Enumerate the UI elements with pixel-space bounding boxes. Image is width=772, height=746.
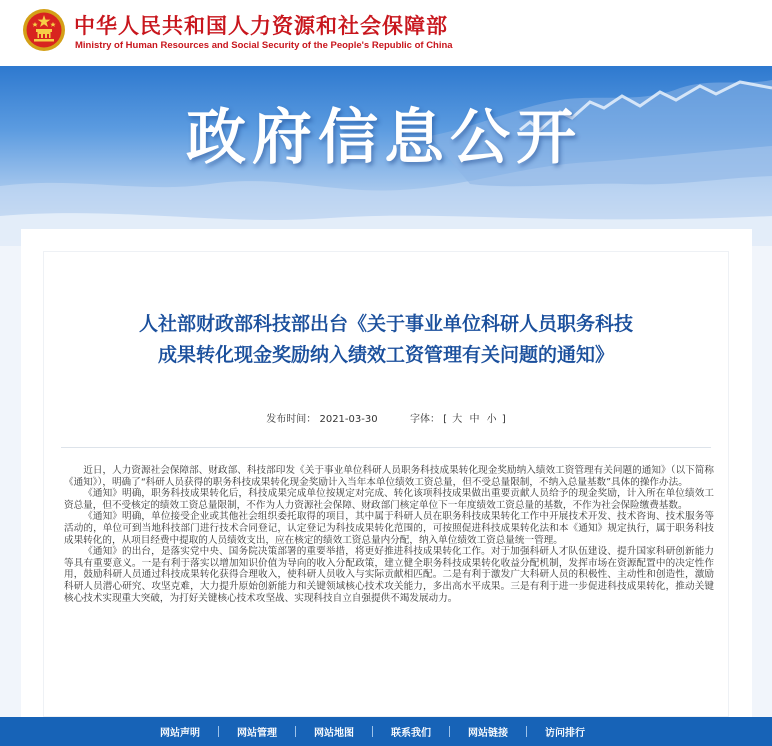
footer-links xyxy=(160,717,585,746)
site-header xyxy=(0,0,772,66)
footer-link-sitemap[interactable]: 网站地图 xyxy=(314,728,354,739)
ministry-name-en: Ministry of Human Resources and Social Security of the People's Republic of China xyxy=(75,40,453,51)
font-size-large-button[interactable]: 大 xyxy=(452,414,463,425)
article-paragraph: 《通知》的出台，是落实党中央、国务院决策部署的重要举措，将更好推进科技成果转化工作。对于加强科研人才队伍建设、提升国家科研创新能力等具有重要意义。一是有利于落实以增加知识价值为导向的收入分配政策，建立健全职务科技成果转化收益分配机制，发挥市场在资源配置中的决定性作用，鼓励科研人员通过科技成果转化获得合理收入，使科研人员收入与实际贡献相匹配。二是有利于激发广大科研人员的积极性、主动性和创造性，激励科研人员潜心研究、攻坚克难，大力提升原始创新能力和关键领域核心技术攻关能力，多出高水平成果。三是有利于进一步促进科技成果转化，推动关键核心技术实现重大突破，为打好关键核心技术攻坚战、实现科技自立自强提供不竭发展动力。 xyxy=(64,546,714,604)
footer-separator xyxy=(449,726,450,737)
font-size-small-button[interactable]: 小 xyxy=(486,414,497,425)
article-title-line-2: 成果转化现金奖励纳入绩效工资管理有关问题的通知》 xyxy=(157,344,614,366)
publish-date: 2021-03-30 xyxy=(319,414,378,425)
article-paragraph: 《通知》明确，单位接受企业或其他社会组织委托取得的项目，其中属于科研人员在职务科技成果转化工作中开展技术开发、技术咨询、技术服务等活动的，单位可到当地科技部门进行技术合同登记，认定登记为科技成果转化范围的，可按照促进科技成果转化法和本《通知》规定执行，属于职务科技成果转化的，从项目经费中提取的人员绩效支出，应在核定的绩效工资总量内分配，纳入单位绩效工资总量统一管理。 xyxy=(64,511,714,546)
meta-divider xyxy=(61,447,711,448)
footer-link-statement[interactable]: 网站声明 xyxy=(160,728,200,739)
footer-separator xyxy=(218,726,219,737)
font-size-label: 字体： xyxy=(409,414,440,425)
banner xyxy=(0,66,772,246)
footer-separator xyxy=(526,726,527,737)
site-footer xyxy=(0,717,772,746)
article-title xyxy=(43,309,729,371)
publish-label: 发布时间： xyxy=(266,414,317,425)
article-paragraph: 近日，人力资源社会保障部、财政部、科技部印发《关于事业单位科研人员职务科技成果转化现金奖励纳入绩效工资管理有关问题的通知》（以下简称《通知》），明确了“科研人员获得的职务科技成果转化现金奖励计入当年本单位绩效工资总量，但不受总量限制，不纳入总量基数”具体的操作办法。 xyxy=(64,465,714,488)
ministry-name-cn: 中华人民共和国人力资源和社会保障部 xyxy=(74,14,448,38)
banner-title: 政府信息公开 xyxy=(186,103,582,173)
article-body xyxy=(64,465,714,604)
footer-separator xyxy=(372,726,373,737)
national-emblem-icon xyxy=(22,8,66,52)
font-size-medium-button[interactable]: 中 xyxy=(469,414,480,425)
font-size-bracket-close: ] xyxy=(501,414,506,425)
article-meta xyxy=(43,410,729,425)
article-title-line-1: 人社部财政部科技部出台《关于事业单位科研人员职务科技 xyxy=(138,313,633,335)
footer-link-contact[interactable]: 联系我们 xyxy=(391,728,431,739)
footer-link-ranking[interactable]: 访问排行 xyxy=(545,728,585,739)
article-paragraph: 《通知》明确，职务科技成果转化后，科技成果完成单位按规定对完成、转化该项科技成果做出重要贡献人员给予的现金奖励，计入所在单位绩效工资总量，但不受核定的绩效工资总量限制，不作为人力资源社会保障、财政部门核定单位下一年度绩效工资总量的基数，不作为社会保险缴费基数。 xyxy=(64,488,714,511)
footer-separator xyxy=(295,726,296,737)
footer-link-management[interactable]: 网站管理 xyxy=(237,728,277,739)
font-size-bracket-open: [ xyxy=(443,414,448,425)
footer-link-links[interactable]: 网站链接 xyxy=(468,728,508,739)
